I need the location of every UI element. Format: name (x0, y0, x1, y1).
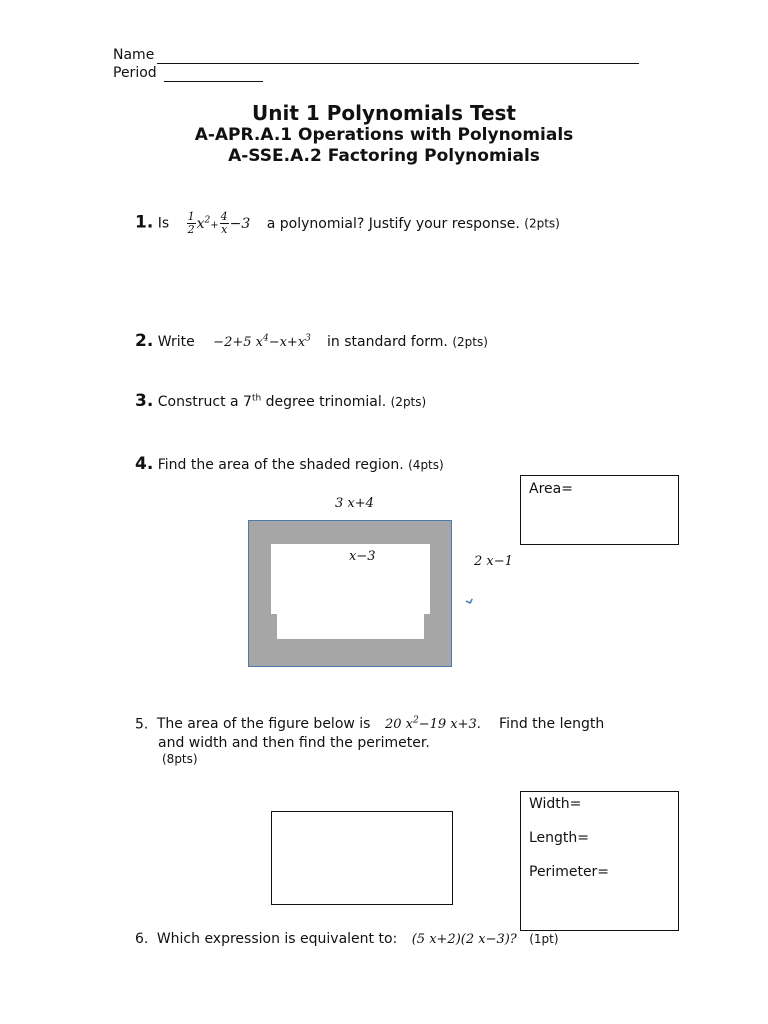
period-line (113, 65, 157, 81)
figure-rectangle (271, 811, 453, 905)
shaded-region-outer (248, 520, 452, 667)
standard-1: A-APR.A.1 Operations with Polynomials (194, 125, 574, 145)
expression: −2+5 $x^4-x+x^3$ (213, 333, 311, 350)
expression: (5 x+2)(2 x−3)? (411, 932, 517, 947)
question-number: 1. (135, 212, 154, 233)
question-number: 6. (135, 931, 149, 947)
inner-rectangle-notch (277, 611, 424, 639)
question-3 (135, 391, 426, 411)
outer-width-label: 3 x+4 (335, 496, 374, 511)
question-1 (135, 211, 560, 236)
outer-height-label: 2 x−1 (474, 554, 513, 569)
points: (2pts) (524, 216, 560, 231)
question-number: 2. (135, 331, 154, 351)
question-text: Which expression is equivalent to: (156, 931, 398, 947)
question-text-cont: degree trinomial. (261, 394, 387, 410)
standard-2: A-SSE.A.2 Factoring Polynomials (228, 146, 540, 166)
width-label: Width= (529, 796, 582, 812)
question-prefix: Is (157, 215, 170, 232)
area-label: Area= (529, 481, 573, 497)
question-number: 4. (135, 454, 154, 474)
question-number: 5. (135, 716, 149, 733)
name-underline[interactable] (157, 63, 639, 64)
length-label: Length= (529, 830, 590, 846)
points: (2pts) (452, 335, 488, 349)
question-4 (135, 454, 444, 474)
question-text: The area of the figure below is (156, 716, 371, 733)
question-text-cont: Find the length (499, 716, 605, 733)
period-label: Period (113, 65, 157, 81)
period-underline[interactable] (164, 81, 263, 82)
expression: 20 $x^2-19$ x+3. (384, 716, 481, 733)
stray-mark: ⌄ (457, 586, 480, 611)
perimeter-label: Perimeter= (529, 864, 610, 880)
question-text: Construct a 7 (157, 394, 252, 410)
page-title: Unit 1 Polynomials Test (252, 101, 516, 125)
fraction: $\frac{1}{2}$ (187, 210, 195, 236)
points: (1pt) (529, 932, 559, 946)
question-prefix: Write (157, 334, 195, 350)
question-5 (135, 716, 604, 732)
question-text: in standard form. (327, 334, 448, 350)
fraction: $\frac{4}{x}$ (220, 210, 228, 236)
question-2 (135, 331, 488, 351)
name-label: Name (113, 47, 155, 63)
points: (8pts) (162, 752, 198, 766)
dimensions-answer-box[interactable] (520, 791, 679, 931)
superscript: th (251, 393, 262, 404)
area-answer-box[interactable] (520, 475, 679, 545)
question-6 (135, 931, 559, 947)
question-text: Find the area of the shaded region. (157, 457, 404, 473)
points: (2pts) (390, 395, 427, 409)
question-text: a polynomial? Justify your response. (266, 215, 520, 232)
question-number: 3. (135, 391, 154, 411)
points: (4pts) (408, 458, 444, 472)
inner-width-label: x−3 (349, 549, 376, 564)
question-5-line-2: and width and then find the perimeter. (158, 735, 430, 751)
expression: $\frac{1}{2}$ $x^2+$ $\frac{4}{x}$ −3 (187, 210, 251, 236)
name-line (113, 47, 154, 63)
